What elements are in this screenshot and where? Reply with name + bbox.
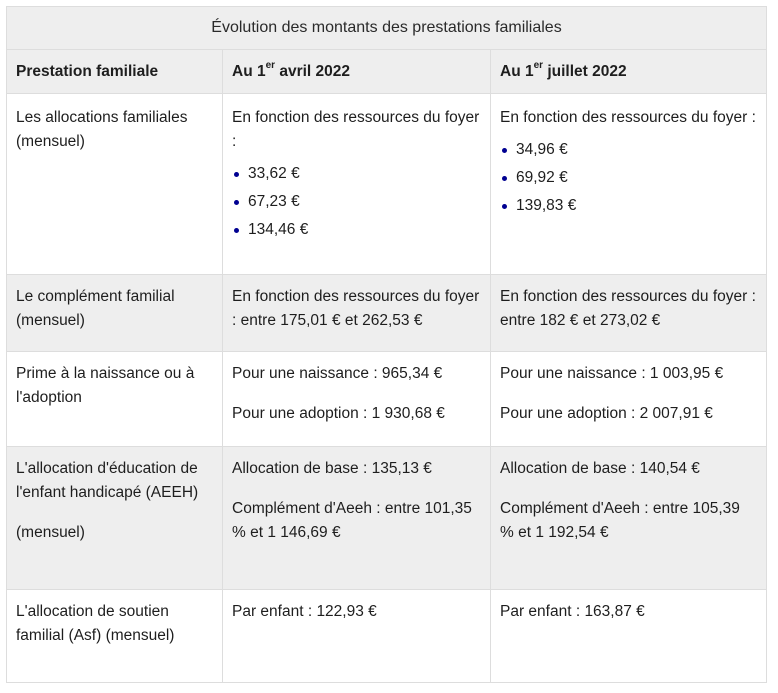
july-cell: Par enfant : 163,87 €: [491, 590, 767, 683]
row-label: Le complément familial (mensuel): [7, 275, 223, 352]
row-label: L'allocation de soutien familial (Asf) (mensuel): [7, 590, 223, 683]
table-caption: Évolution des montants des prestations familiales: [6, 6, 767, 49]
header-prestation: Prestation familiale: [7, 50, 223, 94]
table-row: [7, 352, 767, 447]
table-row: [7, 590, 767, 683]
july-line-1: Allocation de base : 140,54 €: [500, 460, 700, 477]
july-cell: [491, 352, 767, 447]
header-july-2022: [491, 50, 767, 94]
list-item: 34,96 €: [500, 136, 757, 164]
april-line-1: Allocation de base : 135,13 €: [232, 460, 432, 477]
july-cell: En fonction des ressources du foyer : entre 182 € et 273,02 €: [491, 275, 767, 352]
benefits-table-container: [6, 6, 766, 683]
list-item: 139,83 €: [500, 192, 757, 220]
april-line-2: Pour une adoption : 1 930,68 €: [232, 405, 445, 422]
april-line-2: Complément d'Aeeh : entre 101,35 % et 1 146,69 €: [232, 500, 472, 541]
header-july-sup: er: [533, 59, 544, 71]
header-april-prefix: Au 1: [232, 63, 266, 80]
april-cell: [223, 352, 491, 447]
row-label: L'allocation d'éducation de l'enfant handicapé (AEEH): [16, 460, 199, 501]
row-label-note: (mensuel): [16, 524, 85, 541]
july-line-2: Complément d'Aeeh : entre 105,39 % et 1 192,54 €: [500, 500, 740, 541]
list-item: 134,46 €: [232, 216, 481, 244]
july-cell: [491, 447, 767, 590]
april-cell: Par enfant : 122,93 €: [223, 590, 491, 683]
april-cell: [223, 447, 491, 590]
table-row: [7, 94, 767, 275]
list-item: 67,23 €: [232, 188, 481, 216]
header-july-suffix: juillet 2022: [543, 63, 627, 80]
table-row: [7, 447, 767, 590]
july-line-2: Pour une adoption : 2 007,91 €: [500, 405, 713, 422]
july-intro: En fonction des ressources du foyer :: [500, 109, 756, 126]
benefits-table: [6, 6, 767, 683]
row-label-cell: [7, 447, 223, 590]
row-label: Prime à la naissance ou à l'adoption: [7, 352, 223, 447]
row-label: Les allocations familiales (mensuel): [7, 94, 223, 275]
header-april-sup: er: [265, 59, 276, 71]
april-values-list: [232, 160, 481, 244]
july-values-list: [500, 136, 757, 220]
header-july-prefix: Au 1: [500, 63, 534, 80]
april-intro: En fonction des ressources du foyer :: [232, 109, 480, 150]
july-cell: [491, 94, 767, 275]
table-row: [7, 275, 767, 352]
table-header-row: [7, 50, 767, 94]
list-item: 33,62 €: [232, 160, 481, 188]
list-item: 69,92 €: [500, 164, 757, 192]
april-line-1: Pour une naissance : 965,34 €: [232, 365, 443, 382]
july-line-1: Pour une naissance : 1 003,95 €: [500, 365, 724, 382]
header-april-suffix: avril 2022: [275, 63, 351, 80]
april-cell: [223, 94, 491, 275]
header-april-2022: [223, 50, 491, 94]
april-cell: En fonction des ressources du foyer : entre 175,01 € et 262,53 €: [223, 275, 491, 352]
